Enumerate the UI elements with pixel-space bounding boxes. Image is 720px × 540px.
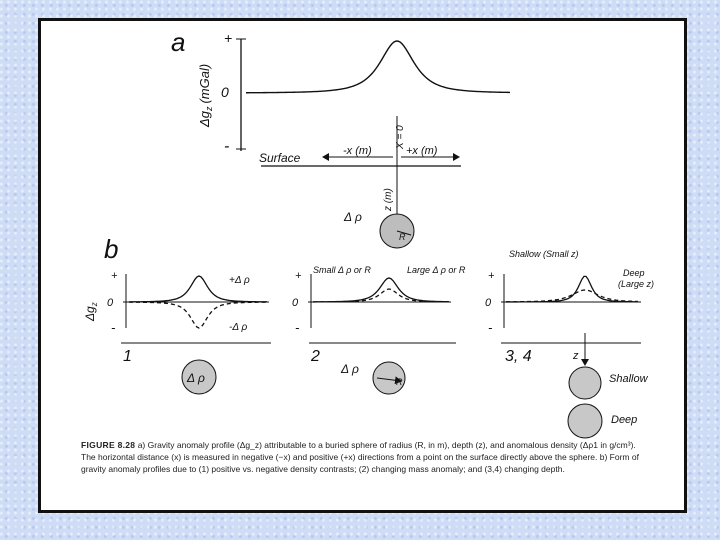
plot3-zero: 0 xyxy=(485,297,492,309)
panel-a-surface-label: Surface xyxy=(259,151,301,165)
panel-a-radius: R xyxy=(399,232,406,242)
plot2-minus: - xyxy=(295,320,300,335)
svg-text:z (m): z (m) xyxy=(383,188,394,211)
panel-a-zero: 0 xyxy=(221,84,229,100)
panel-a-ylabel-main: Δg xyxy=(197,111,212,127)
plot2-large-label: Large Δ ρ or R xyxy=(407,265,466,275)
panel-a-ylabel-sub: z xyxy=(204,106,214,112)
panel-a-x-zero xyxy=(395,125,406,150)
plot3-shallow-label: Shallow xyxy=(609,373,648,385)
plot2-plus: + xyxy=(295,270,302,282)
plot1-neg-label: -Δ ρ xyxy=(229,322,248,333)
figure-frame xyxy=(38,18,687,513)
plot3-z-label: z xyxy=(573,350,579,362)
plot2-zero: 0 xyxy=(292,297,299,309)
svg-text:X = 0: X = 0 xyxy=(395,125,406,149)
panel-b-ylabel xyxy=(83,302,99,322)
plot3-number: 3, 4 xyxy=(505,348,532,365)
plot1-plus: + xyxy=(111,270,118,282)
panel-a-ylabel-unit: (mGal) xyxy=(197,63,212,104)
plot3-deep-sub: (Large z) xyxy=(618,279,655,289)
plot2-small-label: Small Δ ρ or R xyxy=(313,265,371,275)
plot1-pos-label: +Δ ρ xyxy=(229,275,250,286)
panel-b-letter: b xyxy=(104,234,119,264)
figure-caption xyxy=(81,439,641,475)
plot1-zero: 0 xyxy=(107,297,114,309)
plot2-radius: R xyxy=(396,377,403,387)
plot3-deep-label: Deep xyxy=(611,414,638,426)
plot3-minus: - xyxy=(488,320,493,335)
panel-a-anomaly-curve xyxy=(246,41,510,93)
panel-a-neg-x: -x (m) xyxy=(343,145,372,157)
plot3-plus: + xyxy=(488,270,495,282)
plot2-number: 2 xyxy=(311,348,320,365)
svg-text:Δgz xyxy=(83,302,99,322)
plot3-deep-sphere xyxy=(568,404,602,438)
panel-a-minus: - xyxy=(224,138,230,155)
panel-a-plus: + xyxy=(224,30,233,46)
plot3-shallow-top: Shallow (Small z) xyxy=(509,249,579,259)
plot3-shallow-sphere xyxy=(569,367,601,399)
plot1-number: 1 xyxy=(123,348,132,365)
panel-b-ylabel-main: Δg xyxy=(83,306,97,321)
plot3-deep-top: Deep xyxy=(623,268,645,278)
svg-text:Δgz(mGal) xyxy=(197,64,214,128)
panel-a-ylabel xyxy=(197,64,214,128)
plot1-minus: - xyxy=(111,320,116,335)
plot2-rho-label: Δ ρ xyxy=(341,362,359,376)
panel-b-ylabel-sub: z xyxy=(90,302,99,307)
panel-a-pos-x: +x (m) xyxy=(406,145,438,157)
plot2-large-curve xyxy=(313,278,449,302)
panel-a-delta-rho: Δ ρ xyxy=(344,210,362,224)
figure-label: FIGURE 8.28 xyxy=(81,440,136,450)
panel-a-letter: a xyxy=(171,27,186,57)
plot1-sphere-label: Δ ρ xyxy=(187,371,205,385)
caption-text: a) Gravity anomaly profile (Δg_z) attributable to a buried sphere of radius (R, in m), depth (z), and anomalous density (Δρ1 in g/cm³). The horizontal distance (x) is measured in negative (−x) and positive (+x) directions from a point on the surface directly above the sphere. b) Form of gravity anomaly profiles due to (1) positive vs. negative density contrasts; (2) changing mass anomaly; and (3,4) changing depth. xyxy=(81,440,639,474)
panel-a-z-label xyxy=(383,188,394,212)
plot2-small-curve xyxy=(313,289,449,302)
